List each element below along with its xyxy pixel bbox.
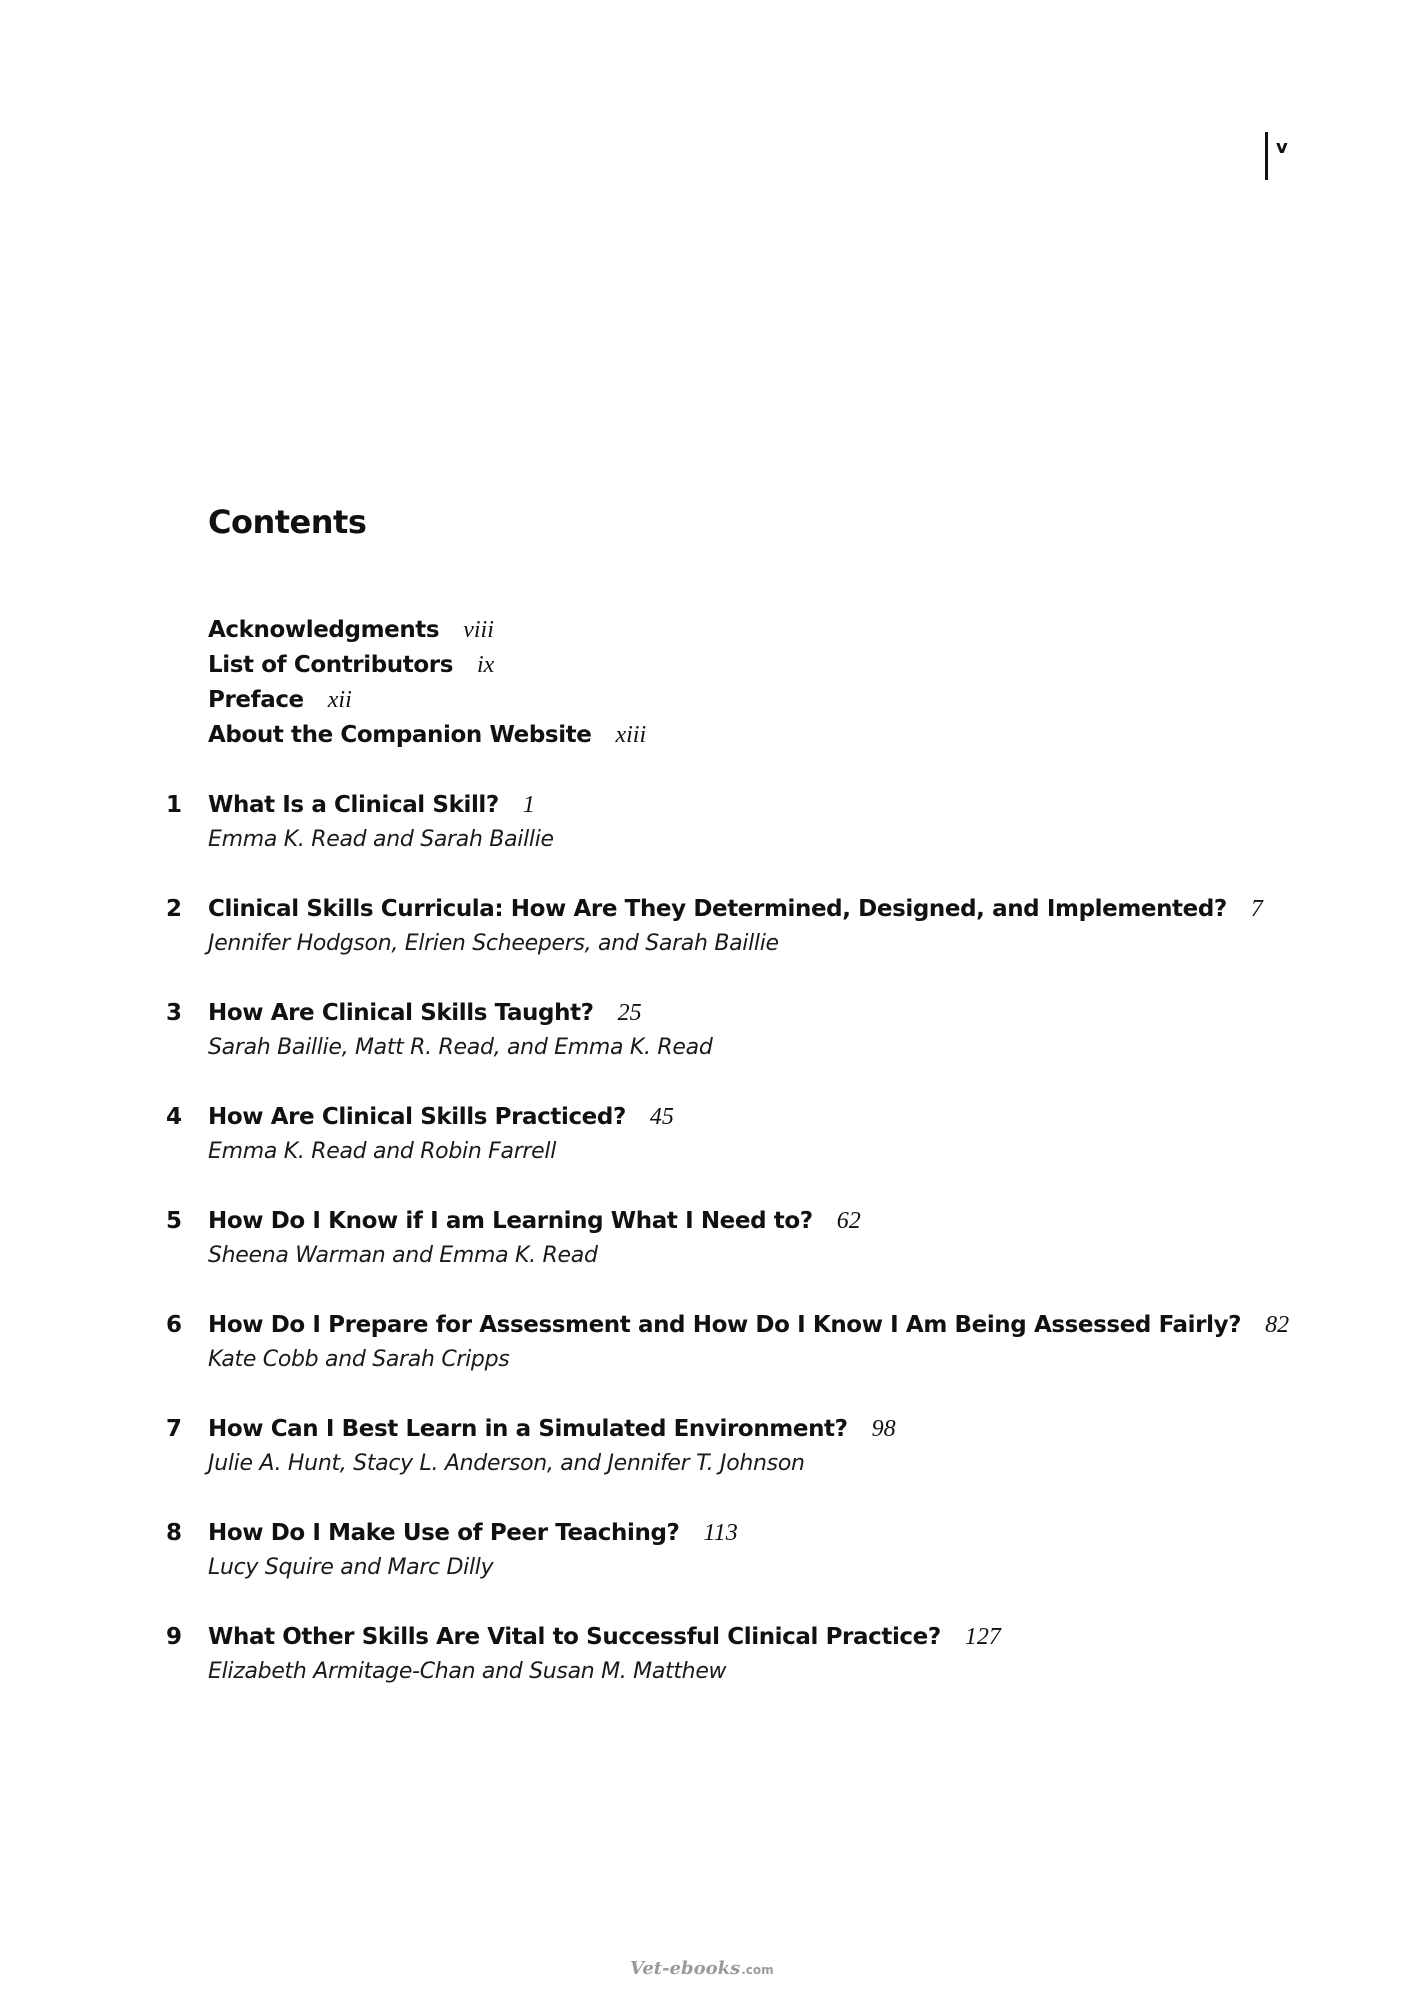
chapter-number: 4 — [166, 1104, 183, 1130]
chapter-authors: Kate Cobb and Sarah Cripps — [208, 1347, 510, 1372]
front-matter-entry — [208, 718, 646, 753]
chapter-title: Clinical Skills Curricula: How Are They Determined, Designed, and Implemented? — [208, 896, 1227, 922]
front-matter-list — [208, 613, 646, 753]
chapter-number: 3 — [166, 1000, 183, 1026]
chapter-authors: Sheena Warman and Emma K. Read — [208, 1243, 598, 1268]
chapter-title: How Do I Prepare for Assessment and How Do I Know I Am Being Assessed Fairly? — [208, 1312, 1242, 1338]
entry-title: List of Contributors — [208, 652, 453, 678]
chapter-entry — [0, 786, 1402, 890]
chapter-entry — [0, 1410, 1402, 1514]
chapter-authors: Elizabeth Armitage-Chan and Susan M. Matthew — [208, 1659, 727, 1684]
chapter-page: 127 — [964, 1624, 1001, 1650]
chapter-title: How Do I Know if I am Learning What I Need to? — [208, 1208, 813, 1234]
chapter-authors: Julie A. Hunt, Stacy L. Anderson, and Jennifer T. Johnson — [208, 1451, 805, 1476]
chapter-authors: Sarah Baillie, Matt R. Read, and Emma K. Read — [208, 1035, 713, 1060]
chapter-entry — [0, 1098, 1402, 1202]
chapter-entry — [0, 994, 1402, 1098]
chapter-authors: Jennifer Hodgson, Elrien Scheepers, and Sarah Baillie — [208, 931, 779, 956]
chapter-entry — [0, 1202, 1402, 1306]
chapter-number: 2 — [166, 896, 183, 922]
entry-title: Acknowledgments — [208, 617, 440, 643]
chapter-number: 8 — [166, 1520, 183, 1546]
page-title: Contents — [208, 503, 367, 541]
chapter-entry — [0, 1306, 1402, 1410]
chapter-page: 62 — [836, 1208, 861, 1234]
entry-title: Preface — [208, 687, 304, 713]
entry-page: xii — [327, 687, 352, 713]
front-matter-entry — [208, 613, 646, 648]
chapter-title: What Is a Clinical Skill? — [208, 792, 499, 818]
chapter-number: 7 — [166, 1416, 183, 1442]
chapter-title: What Other Skills Are Vital to Successful Clinical Practice? — [208, 1624, 941, 1650]
page-number-rule — [1265, 132, 1268, 180]
chapter-entry — [0, 1618, 1402, 1722]
chapter-page: 25 — [617, 1000, 642, 1026]
chapter-authors: Emma K. Read and Sarah Baillie — [208, 827, 554, 852]
front-matter-entry — [208, 648, 646, 683]
chapter-entry — [0, 1514, 1402, 1618]
entry-page: xiii — [615, 722, 647, 748]
chapter-authors: Lucy Squire and Marc Dilly — [208, 1555, 494, 1580]
chapter-page: 113 — [703, 1520, 738, 1546]
chapter-list — [0, 786, 1402, 1722]
chapter-title: How Are Clinical Skills Taught? — [208, 1000, 594, 1026]
watermark-name: Vet-ebooks — [630, 1958, 741, 1979]
front-matter-entry — [208, 683, 646, 718]
chapter-title: How Can I Best Learn in a Simulated Environment? — [208, 1416, 848, 1442]
chapter-number: 9 — [166, 1624, 183, 1650]
chapter-title: How Are Clinical Skills Practiced? — [208, 1104, 626, 1130]
chapter-page: 1 — [522, 792, 535, 818]
chapter-page: 7 — [1250, 896, 1263, 922]
entry-title: About the Companion Website — [208, 722, 592, 748]
chapter-number: 6 — [166, 1312, 183, 1338]
chapter-title: How Do I Make Use of Peer Teaching? — [208, 1520, 680, 1546]
chapter-number: 1 — [166, 792, 183, 818]
chapter-entry — [0, 890, 1402, 994]
chapter-authors: Emma K. Read and Robin Farrell — [208, 1139, 557, 1164]
chapter-page: 98 — [871, 1416, 896, 1442]
watermark-logo — [630, 1958, 774, 1979]
chapter-number: 5 — [166, 1208, 183, 1234]
page-number: v — [1276, 137, 1288, 158]
entry-page: ix — [477, 652, 495, 678]
entry-page: viii — [463, 617, 494, 643]
watermark-domain: .com — [741, 1963, 774, 1977]
chapter-page: 82 — [1265, 1312, 1290, 1338]
chapter-page: 45 — [649, 1104, 674, 1130]
